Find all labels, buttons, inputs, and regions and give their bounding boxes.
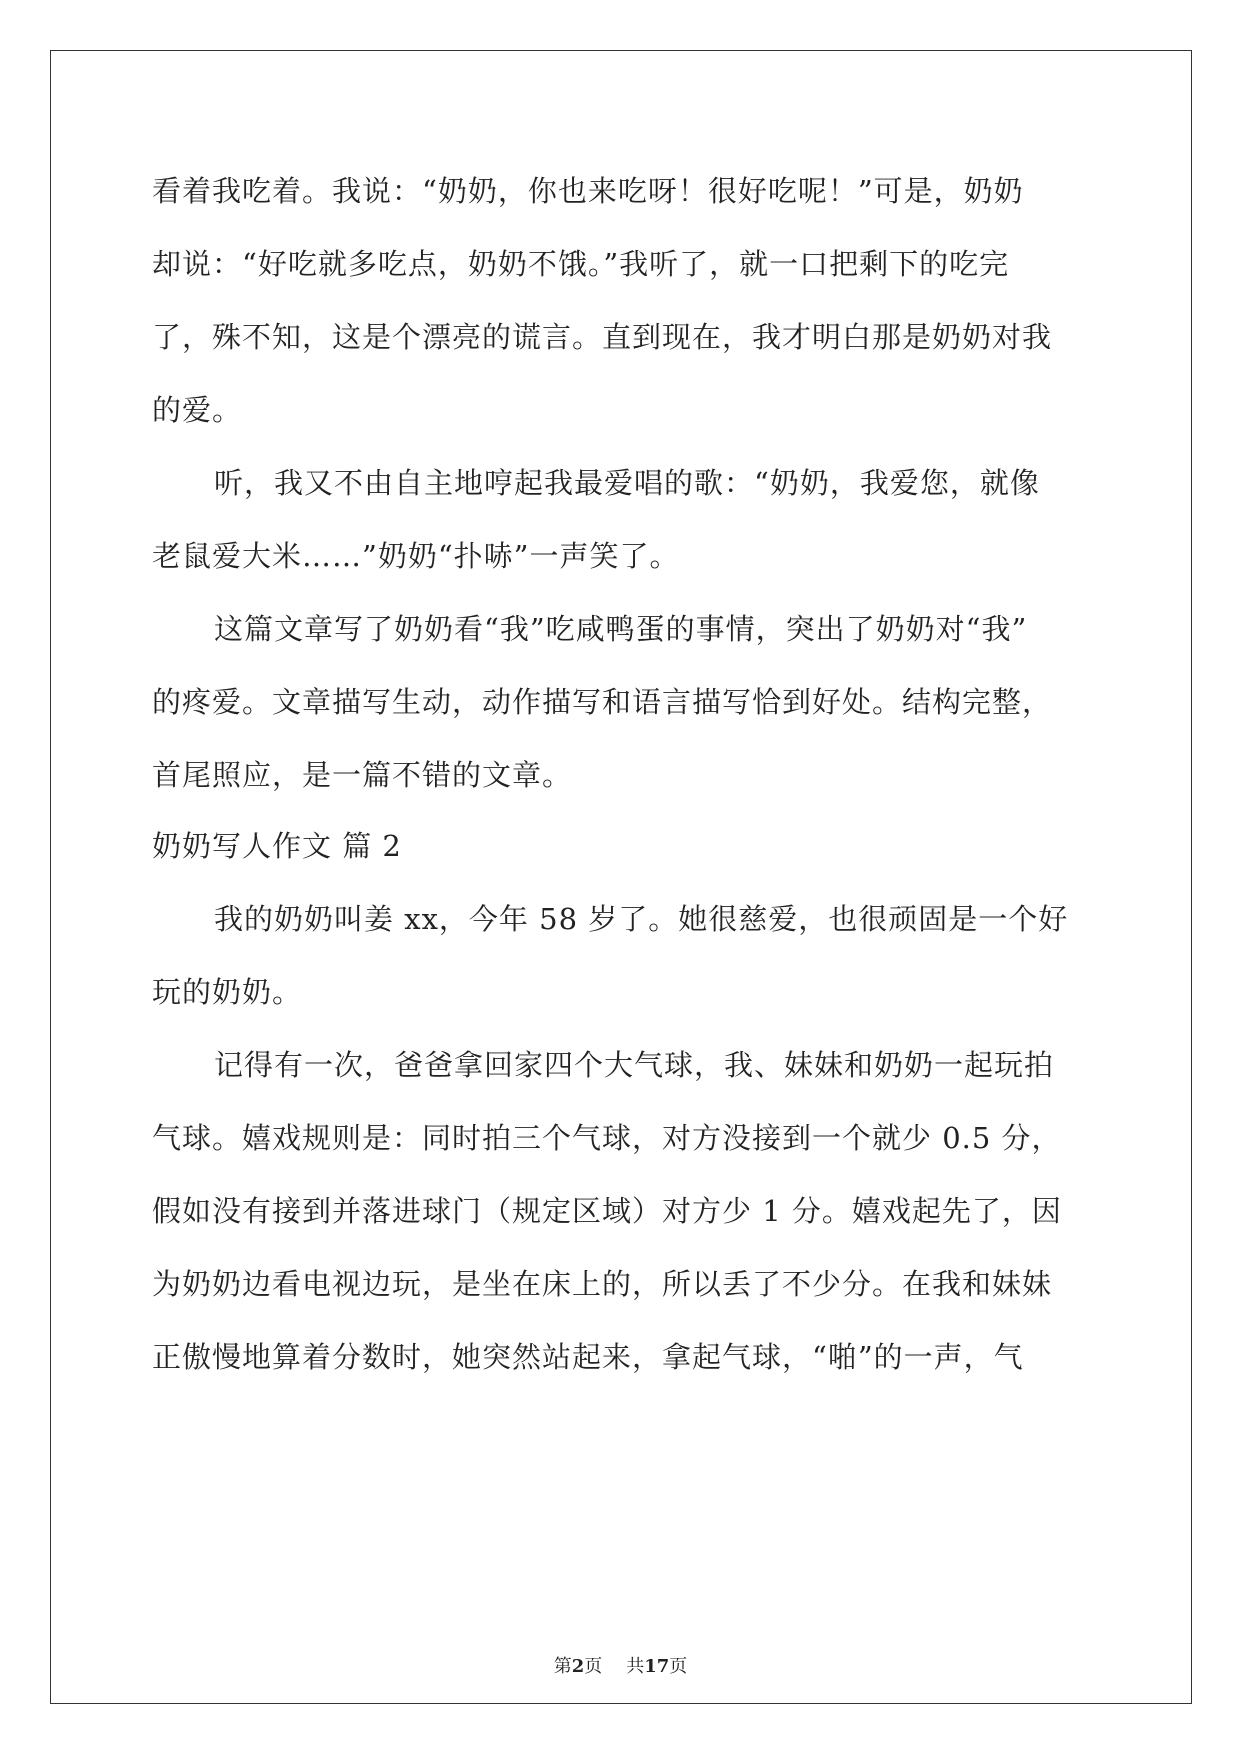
- text-line: 了，殊不知，这是个漂亮的谎言。直到现在，我才明白那是奶奶对我: [152, 320, 1053, 354]
- text-line: 首尾照应，是一篇不错的文章。: [152, 758, 573, 792]
- paragraph-first-line: 听，我又不由自主地哼起我最爱唱的歌：“奶奶，我爱您，就像: [214, 466, 1040, 500]
- total-prefix: 共: [626, 1656, 645, 1677]
- text-line: 的疼爱。文章描写生动，动作描写和语言描写恰到好处。结构完整，: [152, 685, 1053, 719]
- text-line: 假如没有接到并落进球门（规定区域）对方少 1 分。嬉戏起先了，因: [152, 1194, 1062, 1228]
- total-page-number: 17: [644, 1656, 670, 1677]
- page-frame: [50, 50, 1192, 1704]
- text-line: 老鼠爱大米……”奶奶“扑哧”一声笑了。: [152, 539, 680, 573]
- text-line: 看着我吃着。我说：“奶奶，你也来吃呀！很好吃呢！”可是，奶奶: [152, 174, 1024, 208]
- text-line: 玩的奶奶。: [152, 975, 303, 1009]
- text-line: 气球。嬉戏规则是：同时拍三个气球，对方没接到一个就少 0.5 分，: [152, 1121, 1062, 1155]
- text-line: 却说：“好吃就多吃点，奶奶不饿。”我听了，就一口把剩下的吃完: [152, 247, 1010, 281]
- section-heading: 奶奶写人作文 篇 2: [152, 829, 402, 863]
- text-line: 的爱。: [152, 393, 243, 427]
- page-prefix: 第: [553, 1656, 572, 1677]
- paragraph-first-line: 我的奶奶叫姜 xx，今年 58 岁了。她很慈爱，也很顽固是一个好: [214, 902, 1069, 936]
- paragraph-first-line: 这篇文章写了奶奶看“我”吃咸鸭蛋的事情，突出了奶奶对“我”: [214, 612, 1028, 646]
- paragraph-first-line: 记得有一次，爸爸拿回家四个大气球，我、妹妹和奶奶一起玩拍: [214, 1048, 1055, 1082]
- page-suffix: 页: [584, 1656, 603, 1677]
- text-line: 为奶奶边看电视边玩，是坐在床上的，所以丢了不少分。在我和妹妹: [152, 1267, 1053, 1301]
- text-line: 正傲慢地算着分数时，她突然站起来，拿起气球，“啪”的一声，气: [152, 1340, 1024, 1374]
- page-footer: [0, 1655, 1241, 1679]
- total-suffix: 页: [669, 1656, 688, 1677]
- current-page-number: 2: [571, 1656, 585, 1677]
